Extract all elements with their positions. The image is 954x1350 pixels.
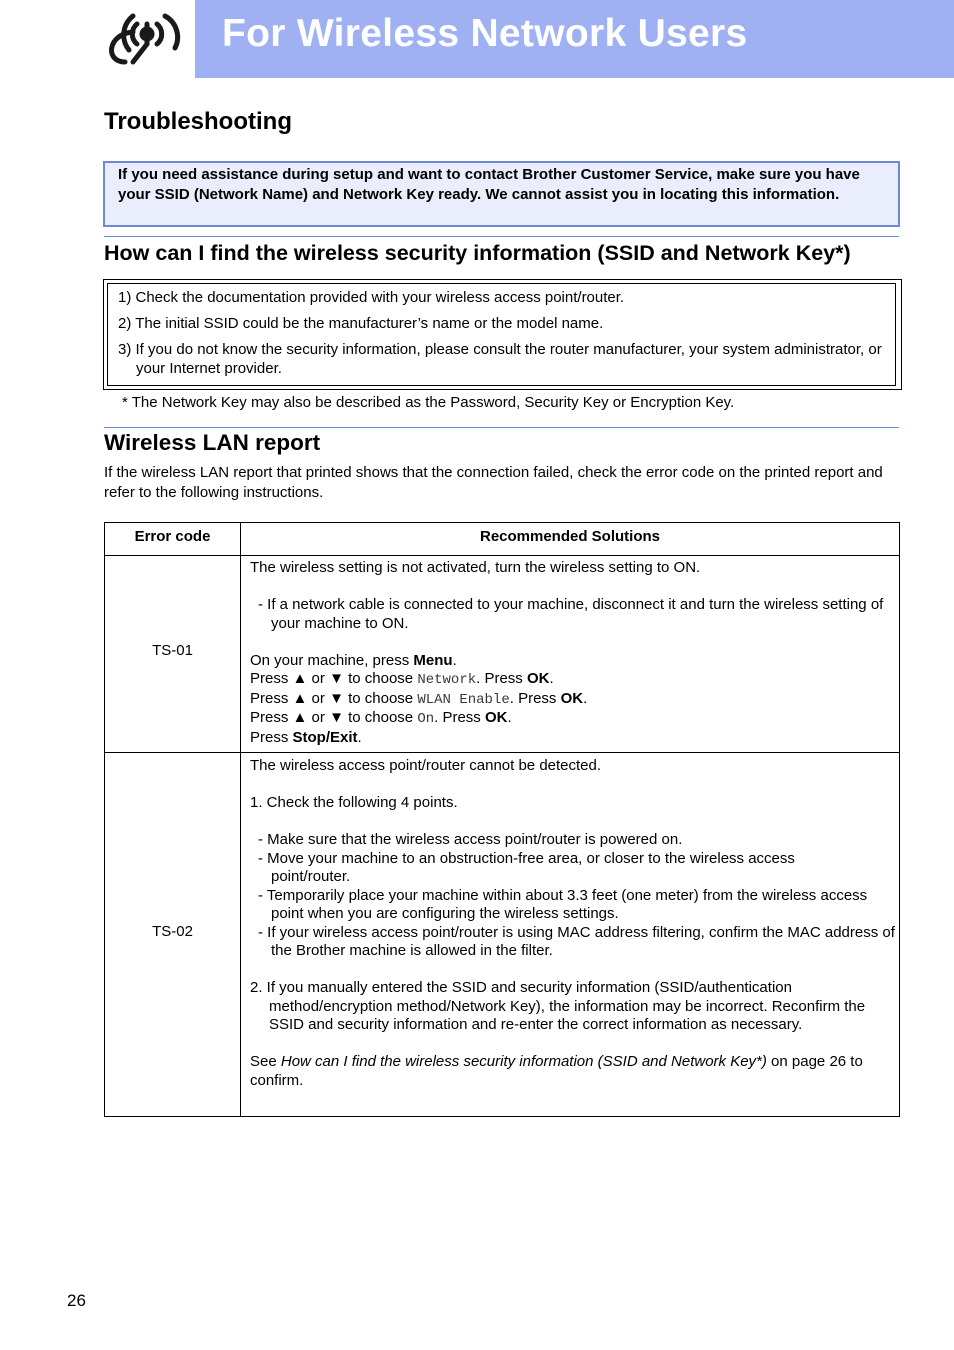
wireless-logo-icon	[103, 10, 189, 68]
step-item: 1) Check the documentation provided with your wireless access point/router.	[118, 289, 625, 306]
section-divider	[104, 236, 899, 237]
down-arrow-icon: ▼	[329, 689, 344, 707]
column-header-error-code: Error code	[134, 528, 211, 545]
step-item: 3) If you do not know the security information, please consult the router manufacturer, your system administrator, or your Internet provider.	[118, 341, 882, 377]
page-title: For Wireless Network Users	[222, 12, 748, 55]
security-steps-box	[103, 279, 902, 390]
wlan-report-heading: Wireless LAN report	[104, 430, 321, 455]
section-divider	[104, 427, 899, 428]
column-header-solutions: Recommended Solutions	[479, 528, 661, 545]
step-item: 2) The initial SSID could be the manufacturer’s name or the model name.	[118, 315, 604, 332]
cross-reference-link: How can I find the wireless security information (SSID and Network Key*)	[280, 1053, 767, 1070]
error-code-ts-01: TS-01	[152, 642, 193, 659]
page-number: 26	[67, 1291, 86, 1310]
ts-02-solution: The wireless access point/router cannot be detected. 1. Check the following 4 points. - Make sure that the wireless access point/router is powered on. - Move your machine to an obstruction-free area, or closer to the wireless access point/router. - Temporarily place your machine within about 3.3 feet (one meter) from the wireless access point when you are configuring the wireless settings. - If your wireless access point/router is using MAC address filtering, confirm the MAC address of the Brother machine is allowed in the filter. 2. If you manually entered the SSID and security information (SSID/authentication method/encryption method/Network Key), the information may be incorrect. Reconfirm the SSID and security information and re-enter the correct information as necessary. See How can I find the wireless security information (SSID and Network Key*) on page 26 to confirm.	[250, 757, 895, 1089]
error-code-table	[104, 522, 900, 1117]
security-info-heading: How can I find the wireless security information (SSID and Network Key*)	[104, 241, 851, 265]
troubleshooting-heading: Troubleshooting	[104, 108, 292, 135]
up-arrow-icon: ▲	[292, 709, 308, 726]
down-arrow-icon: ▼	[329, 670, 344, 687]
wlan-report-intro: If the wireless LAN report that printed shows that the connection failed, check the error code on the printed report and refer to the following instructions.	[104, 464, 883, 501]
network-key-footnote: * The Network Key may also be described as the Password, Security Key or Encryption Key.	[122, 394, 735, 411]
ts-01-solution: The wireless setting is not activated, turn the wireless setting to ON. - If a network cable is connected to your machine, disconnect it and turn the wireless setting of your machine to ON. On your machine, press Menu. Press ▲ or ▼ to choose Network. Press OK. Press ▲ or ▼ to choose WLAN Enable. Press OK. Press ▲ or ▼ to choose On. Press OK. Press Stop/Exit.	[250, 559, 884, 746]
down-arrow-icon: ▼	[329, 709, 344, 726]
up-arrow-icon: ▲	[292, 689, 308, 707]
support-notice: If you need assistance during setup and want to contact Brother Customer Service, make sure you have your SSID (Network Name) and Network Key ready. We cannot assist you in locating this information.	[103, 161, 900, 227]
up-arrow-icon: ▲	[292, 670, 308, 687]
error-code-ts-02: TS-02	[152, 923, 193, 940]
